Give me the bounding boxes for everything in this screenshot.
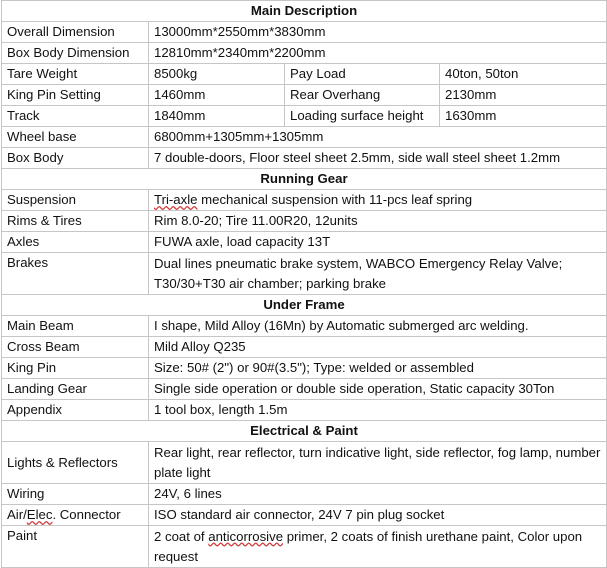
row-label-text: Air/ — [7, 507, 27, 522]
row-label: Tare Weight — [2, 64, 149, 85]
row-value: Dual lines pneumatic brake system, WABCO Emergency Relay Valve; T30/30+T30 air chamber; parking brake — [149, 253, 607, 295]
row-label: Box Body — [2, 148, 149, 169]
row-label: Track — [2, 106, 149, 127]
row-label-secondary: Loading surface height — [285, 106, 440, 127]
table-row — [2, 316, 607, 337]
row-label: Wheel base — [2, 127, 149, 148]
table-row — [2, 43, 607, 64]
row-label: Overall Dimension — [2, 22, 149, 43]
row-value: 24V, 6 lines — [149, 484, 607, 505]
row-label: Cross Beam — [2, 337, 149, 358]
section-title-under-frame: Under Frame — [2, 295, 607, 316]
row-value-secondary: 1630mm — [440, 106, 607, 127]
row-label: Paint — [2, 526, 149, 568]
row-value: Mild Alloy Q235 — [149, 337, 607, 358]
row-value: FUWA axle, load capacity 13T — [149, 232, 607, 253]
row-value-text: primer, 2 coats of finish urethane paint, Color upon request — [154, 528, 583, 564]
row-value-secondary: 2130mm — [440, 85, 607, 106]
table-row — [2, 526, 607, 568]
row-value-secondary: 40ton, 50ton — [440, 64, 607, 85]
row-value: ISO standard air connector, 24V 7 pin plug socket — [149, 505, 607, 526]
row-label-secondary: Pay Load — [285, 64, 440, 85]
spec-table — [1, 0, 607, 568]
table-row — [2, 379, 607, 400]
row-value: 8500kg — [149, 64, 285, 85]
section-title-electrical-paint: Electrical & Paint — [2, 421, 607, 442]
section-header-row — [2, 295, 607, 316]
table-row — [2, 211, 607, 232]
row-label: Appendix — [2, 400, 149, 421]
table-row — [2, 148, 607, 169]
spellcheck-word: anticorrosive — [208, 528, 284, 544]
spellcheck-word: Elec — [26, 507, 53, 522]
row-value: I shape, Mild Alloy (16Mn) by Automatic submerged arc welding. — [149, 316, 607, 337]
row-label: King Pin Setting — [2, 85, 149, 106]
row-value — [149, 526, 607, 568]
section-header-row — [2, 169, 607, 190]
row-label: Rims & Tires — [2, 211, 149, 232]
table-row — [2, 442, 607, 484]
row-value-text: 2 coat of — [154, 528, 209, 544]
section-title-running-gear: Running Gear — [2, 169, 607, 190]
row-value: 7 double-doors, Floor steel sheet 2.5mm, side wall steel sheet 1.2mm — [149, 148, 607, 169]
row-value: 12810mm*2340mm*2200mm — [149, 43, 607, 64]
table-row — [2, 400, 607, 421]
table-row — [2, 22, 607, 43]
row-label: King Pin — [2, 358, 149, 379]
row-label: Landing Gear — [2, 379, 149, 400]
row-value: Rear light, rear reflector, turn indicative light, side reflector, fog lamp, number plate light — [149, 442, 607, 484]
table-row — [2, 358, 607, 379]
table-row — [2, 253, 607, 295]
row-label — [2, 505, 149, 526]
row-label-secondary: Rear Overhang — [285, 85, 440, 106]
table-row — [2, 232, 607, 253]
row-label: Axles — [2, 232, 149, 253]
table-row — [2, 484, 607, 505]
row-label: Brakes — [2, 253, 149, 295]
section-title-main: Main Description — [2, 1, 607, 22]
table-row — [2, 106, 607, 127]
row-value-text: mechanical suspension with 11-pcs leaf spring — [197, 192, 473, 207]
row-value: Single side operation or double side operation, Static capacity 30Ton — [149, 379, 607, 400]
row-value: 1 tool box, length 1.5m — [149, 400, 607, 421]
row-value: Size: 50# (2") or 90#(3.5"); Type: welded or assembled — [149, 358, 607, 379]
row-label-text: . Connector — [52, 507, 121, 522]
row-label: Suspension — [2, 190, 149, 211]
row-value: Rim 8.0-20; Tire 11.00R20, 12units — [149, 211, 607, 232]
table-row — [2, 505, 607, 526]
row-label: Wiring — [2, 484, 149, 505]
row-value: 1460mm — [149, 85, 285, 106]
row-label: Box Body Dimension — [2, 43, 149, 64]
row-value: 13000mm*2550mm*3830mm — [149, 22, 607, 43]
row-label: Main Beam — [2, 316, 149, 337]
table-row — [2, 64, 607, 85]
table-row — [2, 190, 607, 211]
row-value: 6800mm+1305mm+1305mm — [149, 127, 607, 148]
row-label: Lights & Reflectors — [2, 442, 149, 484]
section-header-row — [2, 1, 607, 22]
spellcheck-word: Tri-axle — [154, 192, 198, 207]
row-value: 1840mm — [149, 106, 285, 127]
table-row — [2, 127, 607, 148]
row-value — [149, 190, 607, 211]
section-header-row — [2, 421, 607, 442]
table-row — [2, 85, 607, 106]
table-row — [2, 337, 607, 358]
